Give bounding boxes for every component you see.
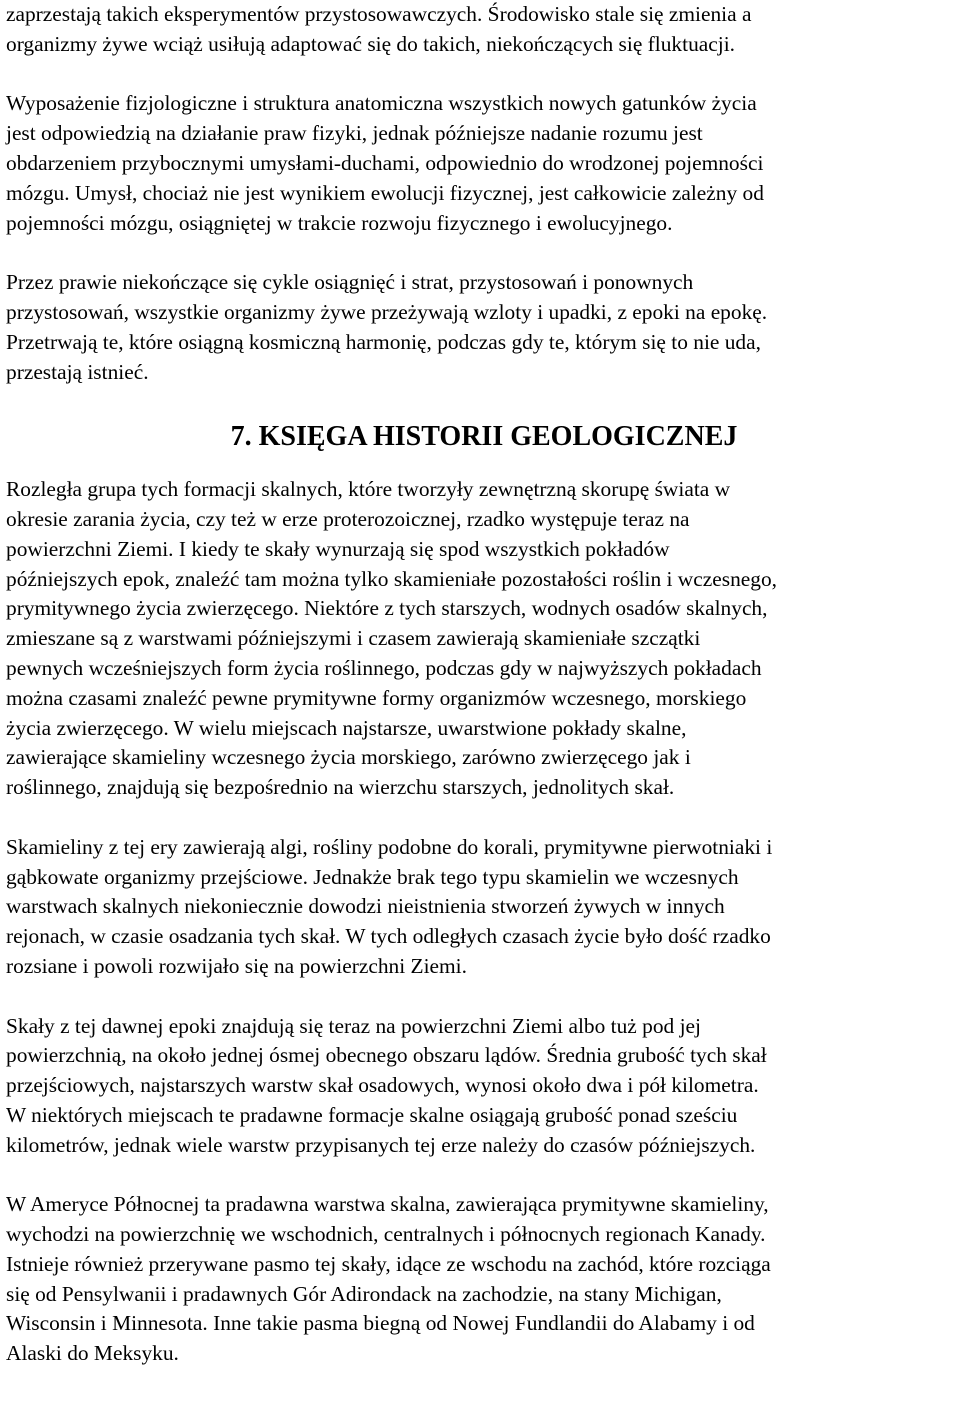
text-line: Istnieje również przerywane pasmo tej skały, idące ze wschodu na zachód, które rozciąga bbox=[6, 1251, 771, 1276]
text-line: zawierające skamieliny wczesnego życia morskiego, zarówno zwierzęcego jak i bbox=[6, 745, 691, 770]
text-line: Przetrwają te, które osiągną kosmiczną harmonię, podczas gdy te, którym się to nie uda, bbox=[6, 329, 761, 354]
paragraph-rock-formations bbox=[6, 475, 958, 803]
text-line: przystosowań, wszystkie organizmy żywe przeżywają wzloty i upadki, z epoki na epokę. bbox=[6, 299, 768, 324]
paragraph-rock-extent bbox=[6, 1012, 958, 1161]
text-line: Wisconsin i Minnesota. Inne takie pasma biegną od Nowej Fundlandii do Alabamy i od bbox=[6, 1311, 755, 1336]
chapter-heading: 7. KSIĘGA HISTORII GEOLOGICZNEJ bbox=[230, 421, 738, 453]
text-line: W Ameryce Północnej ta pradawna warstwa skalna, zawierająca prymitywne skamieliny, bbox=[6, 1192, 769, 1217]
text-line: W niektórych miejscach te pradawne formacje skalne osiągają grubość ponad sześciu bbox=[6, 1102, 738, 1127]
paragraph-gap bbox=[6, 982, 958, 1012]
text-line: zmieszane są z warstwami późniejszymi i czasem zawierają skamieniałe szczątki bbox=[6, 626, 701, 651]
text-line: przejściowych, najstarszych warstw skał osadowych, wynosi około dwa i pół kilometra. bbox=[6, 1073, 759, 1098]
paragraph-cycles bbox=[6, 268, 958, 387]
text-line: organizmy żywe wciąż usiłują adaptować się do takich, niekończących się fluktuacji. bbox=[6, 31, 735, 56]
paragraph-north-america bbox=[6, 1190, 958, 1369]
text-line: Rozległa grupa tych formacji skalnych, które tworzyły zewnętrzną skorupę świata w bbox=[6, 477, 731, 502]
paragraph-gap bbox=[6, 803, 958, 833]
text-line: powierzchnią, na około jednej ósmej obecnego obszaru lądów. Średnia grubość tych skał bbox=[6, 1043, 767, 1068]
text-line: można czasami znaleźć pewne prymitywne formy organizmów wczesnego, morskiego bbox=[6, 685, 747, 710]
text-line: obdarzeniem przybocznymi umysłami-duchami, odpowiednio do wrodzonej pojemności bbox=[6, 150, 764, 175]
text-line: zaprzestają takich eksperymentów przystosowawczych. Środowisko stale się zmienia a bbox=[6, 2, 752, 26]
text-line: Skamieliny z tej ery zawierają algi, rośliny podobne do korali, prymitywne pierwotniaki i bbox=[6, 834, 773, 859]
text-line: pojemności mózgu, osiągniętej w trakcie rozwoju fizycznego i ewolucyjnego. bbox=[6, 210, 673, 235]
text-line: prymitywnego życia zwierzęcego. Niektóre z tych starszych, wodnych osadów skalnych, bbox=[6, 596, 768, 621]
text-line: Przez prawie niekończące się cykle osiągnięć i strat, przystosowań i ponownych bbox=[6, 270, 694, 295]
paragraph-gap bbox=[6, 238, 958, 268]
text-line: wychodzi na powierzchnię we wschodnich, centralnych i północnych regionach Kanady. bbox=[6, 1222, 766, 1247]
text-line: Skały z tej dawnej epoki znajdują się teraz na powierzchni Ziemi albo tuż pod jej bbox=[6, 1013, 701, 1038]
paragraph-gap bbox=[6, 387, 958, 417]
text-line: się od Pensylwanii i pradawnych Gór Adirondack na zachodzie, na stany Michigan, bbox=[6, 1281, 722, 1306]
paragraph-gap bbox=[6, 1160, 958, 1190]
text-line: Wyposażenie fizjologiczne i struktura anatomiczna wszystkich nowych gatunków życia bbox=[6, 91, 757, 116]
text-line: rejonach, w czasie osadzania tych skał. W tych odległych czasach życie było dość rzadko bbox=[6, 924, 771, 949]
text-line: powierzchni Ziemi. I kiedy te skały wynurzają się spod wszystkich pokładów bbox=[6, 536, 670, 561]
text-line: warstwach skalnych niekoniecznie dowodzi nieistnienia stworzeń żywych w innych bbox=[6, 894, 725, 919]
text-line: przestają istnieć. bbox=[6, 359, 149, 384]
text-line: okresie zarania życia, czy też w erze proterozoicznej, rzadko występuje teraz na bbox=[6, 506, 690, 531]
paragraph-physiology bbox=[6, 89, 958, 238]
text-line: gąbkowate organizmy przejściowe. Jednakże brak tego typu skamielin we wczesnych bbox=[6, 864, 739, 889]
text-line: życia zwierzęcego. W wielu miejscach najstarsze, uwarstwione pokłady skalne, bbox=[6, 715, 687, 740]
text-line: roślinnego, znajdują się bezpośrednio na wierzchu starszych, jednolitych skał. bbox=[6, 775, 675, 800]
text-line: kilometrów, jednak wiele warstw przypisanych tej erze należy do czasów późniejszych. bbox=[6, 1132, 756, 1157]
text-line: późniejszych epok, znaleźć tam można tylko skamieniałe pozostałości roślin i wczesnego, bbox=[6, 566, 777, 591]
paragraph-fossils bbox=[6, 833, 958, 982]
text-line: mózgu. Umysł, chociaż nie jest wynikiem ewolucji fizycznej, jest całkowicie zależny od bbox=[6, 180, 764, 205]
text-line: pewnych wcześniejszych form życia roślinnego, podczas gdy w najwyższych pokładach bbox=[6, 655, 762, 680]
text-line: Alaski do Meksyku. bbox=[6, 1341, 179, 1366]
paragraph-gap bbox=[6, 60, 958, 90]
text-line: rozsiane i powoli rozwijało się na powierzchni Ziemi. bbox=[6, 953, 467, 978]
text-line: jest odpowiedzią na działanie praw fizyki, jednak późniejsze nadanie rozumu jest bbox=[6, 121, 703, 146]
document-page bbox=[6, 0, 958, 1369]
paragraph-intro bbox=[6, 0, 958, 60]
